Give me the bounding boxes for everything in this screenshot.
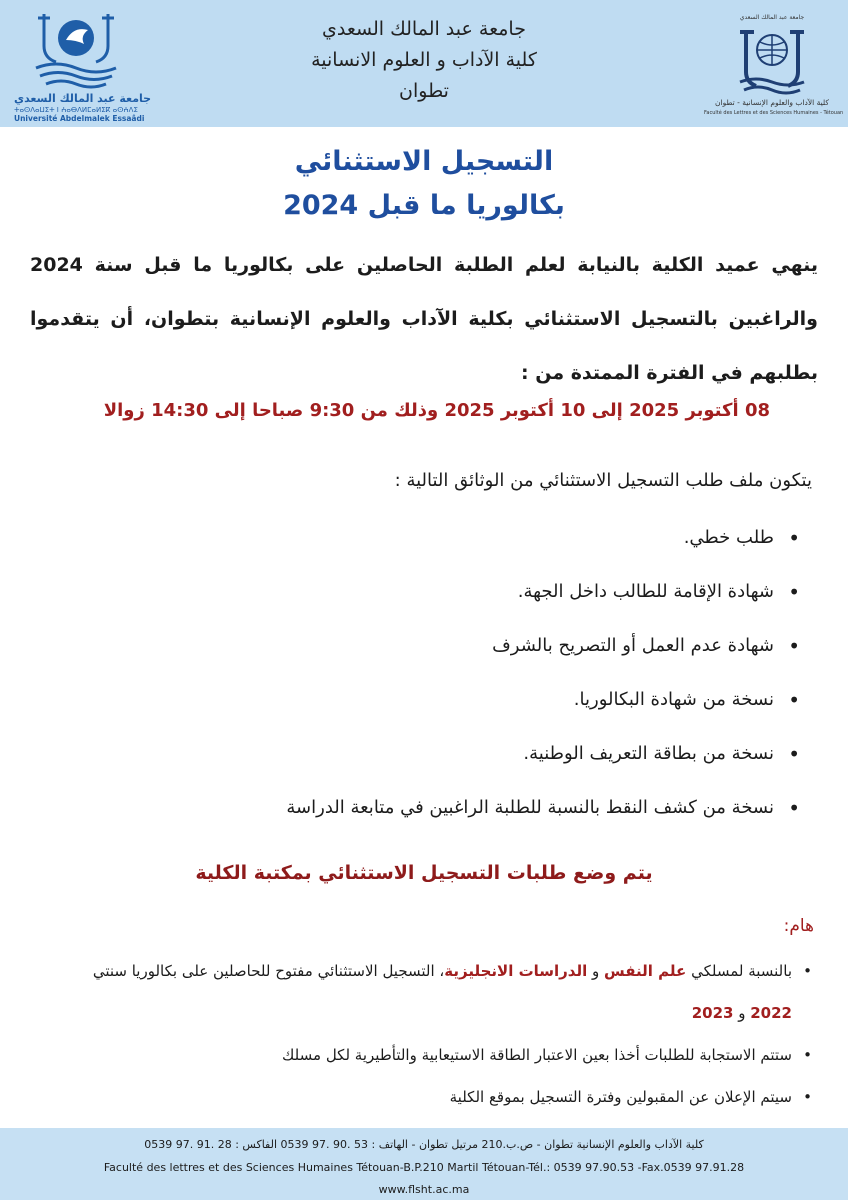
left-logo-french-name: Université Abdelmalek Essaâdi <box>14 114 145 123</box>
field-psychology: علم النفس <box>604 962 687 980</box>
faculty-name: كلية الآداب و العلوم الانسانية <box>311 49 537 71</box>
important-label: هام: <box>783 916 814 936</box>
important-item-middle: ، التسجيل الاستثنائي مفتوح للحاصلين على بكالوريا سنتي <box>92 962 445 980</box>
document-item: • نسخة من بطاقة التعريف الوطنية. <box>100 738 800 792</box>
header-banner <box>0 0 848 127</box>
field-english-studies: الدراسات الانجليزية <box>444 962 588 980</box>
year-2023: 2023 <box>691 1004 734 1022</box>
right-logo-french-name: Faculté des Lettres et des Sciences Humaines - Tétouan <box>704 110 844 116</box>
footer-website[interactable]: www.flsht.ac.ma <box>378 1183 470 1196</box>
right-logo-top-text: جامعة عبد المالك السعدي <box>739 14 805 21</box>
right-logo-arabic-name: كلية الآداب والعلوم الإنسانية - تطوان <box>715 98 829 107</box>
university-logo <box>14 6 152 123</box>
footer <box>0 1128 848 1200</box>
university-name: جامعة عبد المالك السعدي <box>322 18 526 40</box>
document-item: • شهادة عدم العمل أو التصريح بالشرف <box>100 630 800 684</box>
documents-list <box>100 522 800 846</box>
important-item <box>60 950 816 1034</box>
year-2022: 2022 <box>750 1004 792 1022</box>
important-and-1: و <box>587 962 605 980</box>
document-item: • طلب خطي. <box>100 522 800 576</box>
faculty-logo <box>704 6 844 122</box>
documents-intro: يتكون ملف طلب التسجيل الاستثنائي من الوثائق التالية : <box>394 470 812 491</box>
submission-notice: يتم وضع طلبات التسجيل الاستثنائي بمكتبة الكلية <box>195 862 653 884</box>
document-item: • شهادة الإقامة للطالب داخل الجهة. <box>100 576 800 630</box>
title-line-2: بكالوريا ما قبل 2024 <box>283 190 565 221</box>
important-item-prefix: بالنسبة لمسلكي <box>686 962 792 980</box>
header-titles <box>225 14 623 107</box>
important-item: • سيتم الإعلان عن المقبولين وفترة التسجيل بموقع الكلية <box>60 1076 816 1118</box>
document-item: • نسخة من شهادة البكالوريا. <box>100 684 800 738</box>
important-and-2: و <box>733 1004 751 1022</box>
intro-paragraph: ينهي عميد الكلية بالنيابة لعلم الطلبة الحاصلين على بكالوريا ما قبل سنة 2024 والراغبين بالتسجيل الاستثنائي بكلية الآداب والعلوم الإنسانية بتطوان، أن يتقدموا بطلبهم في الفترة الممتدة من : <box>30 254 818 384</box>
registration-dates: 08 أكتوبر 2025 إلى 10 أكتوبر 2025 وذلك من 9:30 صباحا إلى 14:30 زوالا <box>103 400 770 421</box>
document-item: • نسخة من كشف النقط بالنسبة للطلبة الراغبين في متابعة الدراسة <box>100 792 800 846</box>
university-emblem-icon <box>14 6 138 92</box>
title-line-1: التسجيل الاستثنائي <box>294 146 554 177</box>
footer-french-address: Faculté des lettres et des Sciences Humaines Tétouan-B.P.210 Martil Tétouan-Tél.: 0539 97.90.53 -Fax.0539 97.91.28 <box>103 1161 745 1174</box>
city-name: تطوان <box>399 80 449 102</box>
page-title <box>130 140 718 228</box>
important-item: • ستتم الاستجابة للطلبات أخذا بعين الاعتبار الطاقة الاستيعابية والتأطيرية لكل مسلك <box>60 1034 816 1076</box>
footer-arabic-address: كلية الآداب والعلوم الإنسانية تطوان - ص.ب.210 مرتيل تطوان - الهاتف : 53 .90 .97 0539 الفاكس : 28 .91 .97 0539 <box>144 1138 704 1151</box>
left-logo-arabic-name: جامعة عبد المالك السعدي <box>14 92 152 105</box>
important-list <box>60 950 816 1118</box>
left-logo-amazigh-name: ⵜⴰⵙⴷⴰⵡⵉⵜ ⵏ ⵄⴰⴱⴷⵍⵎⴰⵍⵉⴽ ⴰⵙⵄⴷⵉ <box>14 106 138 114</box>
